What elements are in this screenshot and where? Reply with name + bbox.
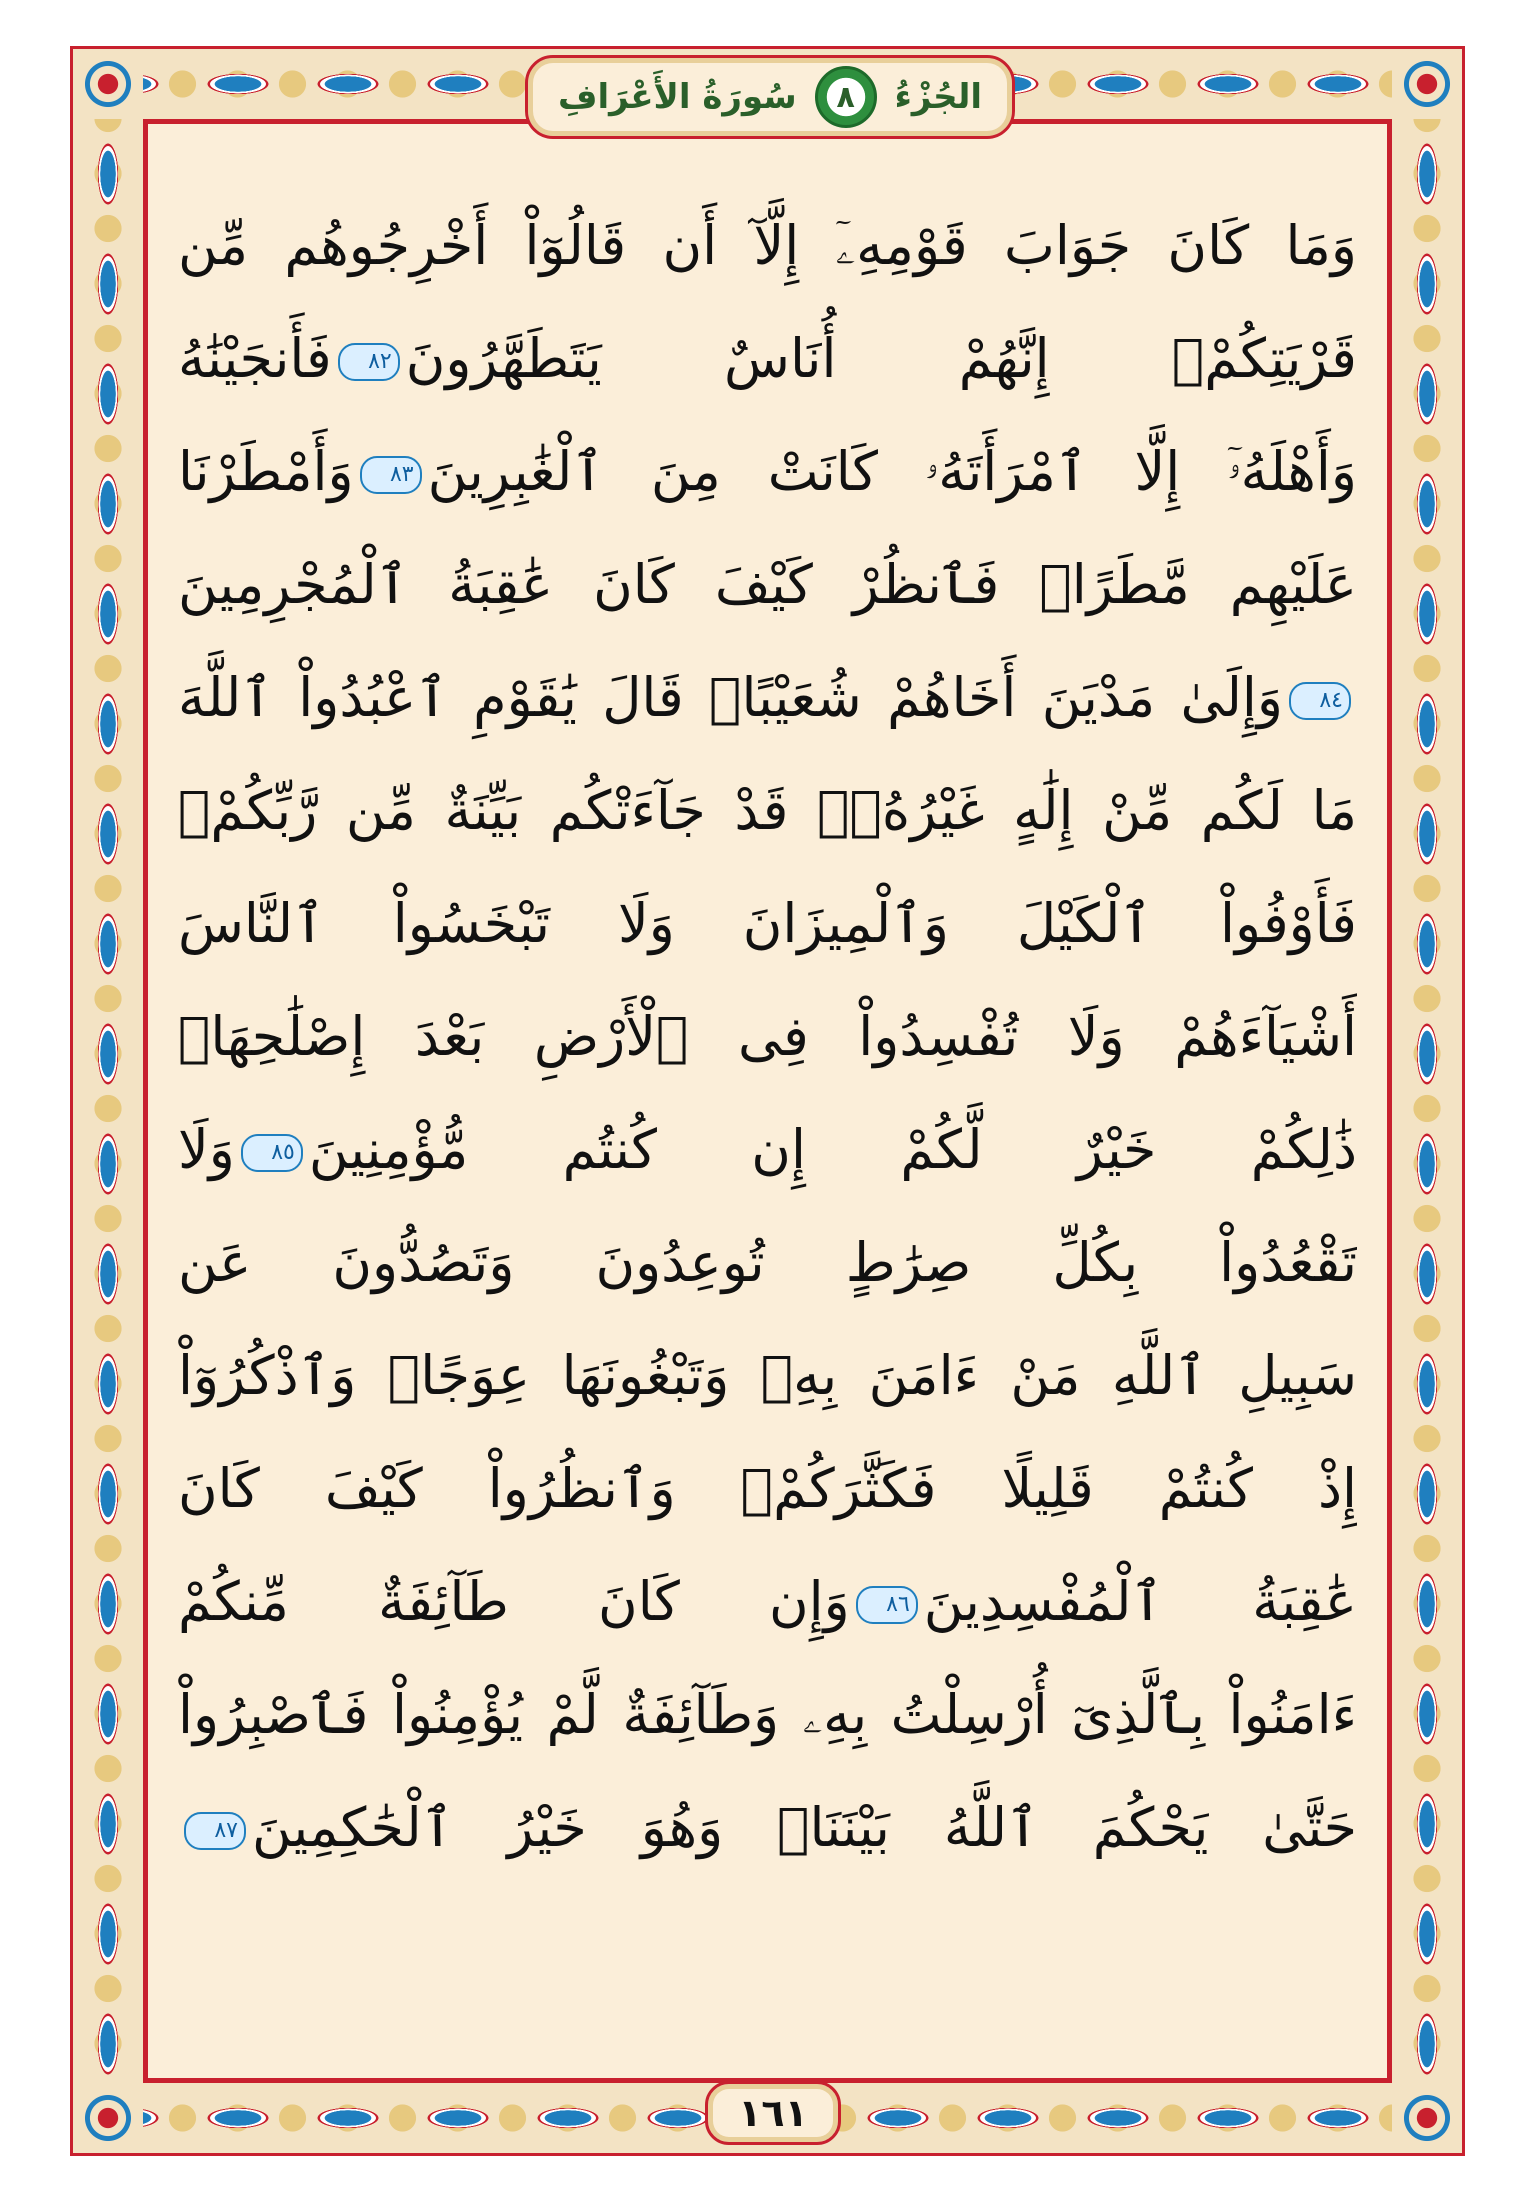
verse-text: فَأَوْفُواْ ٱلْكَيْلَ وَٱلْمِيزَانَ وَلَا تَبْخَسُواْ ٱلنَّاسَ [178, 892, 1357, 955]
juz-label: الجُزْءُ [894, 77, 982, 117]
corner-rosette-icon [1392, 49, 1462, 119]
ornament-border-right [1389, 119, 1462, 2083]
corner-rosette-icon [73, 49, 143, 119]
ayah-number-marker: ٨٤ [1289, 682, 1351, 720]
verse-text: ءَامَنُواْ بِٱلَّذِىٓ أُرْسِلْتُ بِهِۦ وَطَآئِفَةٌ لَّمْ يُؤْمِنُواْ فَٱصْبِرُواْ [178, 1682, 1357, 1746]
verse-text-continued: وَإِلَىٰ مَدْيَنَ أَخَاهُمْ شُعَيْبًاۗ قَالَ يَٰقَوْمِ ٱعْبُدُواْ ٱللَّهَ [178, 666, 1283, 729]
text-line [178, 1093, 1357, 1206]
line-text [178, 779, 1357, 842]
mushaf-page [70, 46, 1465, 2156]
text-line [178, 1206, 1357, 1319]
corner-rosette-icon [1392, 2083, 1462, 2153]
line-text [178, 440, 1357, 504]
line-text [178, 1005, 1357, 1068]
verse-text-continued: وَأَمْطَرْنَا [178, 439, 354, 503]
verse-text: وَأَهْلَهُۥٓ إِلَّا ٱمْرَأَتَهُۥ كَانَتْ مِنَ ٱلْغَٰبِرِينَ [427, 439, 1357, 503]
quran-text [178, 189, 1357, 1884]
verse-text: حَتَّىٰ يَحْكُمَ ٱللَّهُ بَيْنَنَاۚ وَهُوَ خَيْرُ ٱلْحَٰكِمِينَ [252, 1796, 1357, 1859]
text-line [178, 641, 1357, 754]
text-line [178, 1545, 1357, 1658]
text-line [178, 1658, 1357, 1771]
surah-name: سُورَةُ الأَعْرَافِ [558, 77, 797, 117]
verse-text-continued: وَلَا [178, 1118, 235, 1181]
text-line [178, 1432, 1357, 1545]
line-text [178, 327, 1357, 390]
page-number: ١٦١ [738, 2091, 808, 2135]
line-text [178, 1570, 1357, 1633]
page-number-badge [705, 2081, 841, 2145]
ayah-number-marker: ٨٢ [338, 343, 400, 381]
line-text [178, 1796, 1357, 1859]
line-text [178, 666, 1357, 729]
verse-text: ذَٰلِكُمْ خَيْرٌ لَّكُمْ إِن كُنتُم مُّؤْمِنِينَ [308, 1118, 1357, 1181]
line-text [178, 1344, 1357, 1407]
verse-text: أَشْيَآءَهُمْ وَلَا تُفْسِدُواْ فِى ٱلْأَرْضِ بَعْدَ إِصْلَٰحِهَاۚ [178, 1005, 1357, 1068]
verse-text: إِذْ كُنتُمْ قَلِيلًا فَكَثَّرَكُمْۖ وَٱنظُرُواْ كَيْفَ كَانَ [178, 1457, 1357, 1520]
line-text [178, 553, 1357, 616]
verse-text: وَمَا كَانَ جَوَابَ قَوْمِهِۦٓ إِلَّآ أَن قَالُوٓاْ أَخْرِجُوهُم مِّن [178, 213, 1357, 277]
text-line [178, 415, 1357, 528]
corner-rosette-icon [73, 2083, 143, 2153]
ayah-number-marker: ٨٧ [184, 1812, 246, 1850]
verse-text-continued: وَإِن كَانَ طَآئِفَةٌ مِّنكُمْ [178, 1570, 850, 1633]
text-line [178, 189, 1357, 302]
verse-text: تَقْعُدُواْ بِكُلِّ صِرَٰطٍ تُوعِدُونَ وَتَصُدُّونَ عَن [178, 1231, 1357, 1294]
text-line [178, 528, 1357, 641]
text-line [178, 1771, 1357, 1884]
juz-number: ٨ [836, 79, 855, 115]
ayah-number-marker: ٨٥ [241, 1134, 303, 1172]
verse-text: سَبِيلِ ٱللَّهِ مَنْ ءَامَنَ بِهِۦ وَتَبْغُونَهَا عِوَجًاۚ وَٱذْكُرُوٓاْ [178, 1344, 1357, 1407]
verse-text-continued: فَأَنجَيْنَٰهُ [178, 327, 332, 390]
line-text [178, 1231, 1357, 1294]
verse-text: قَرْيَتِكُمْۖ إِنَّهُمْ أُنَاسٌ يَتَطَهَّرُونَ [405, 327, 1357, 390]
line-text [178, 1118, 1357, 1181]
verse-text: عَٰقِبَةُ ٱلْمُفْسِدِينَ [923, 1570, 1357, 1633]
text-line [178, 754, 1357, 867]
text-line [178, 980, 1357, 1093]
text-line [178, 302, 1357, 415]
line-text [178, 892, 1357, 955]
ayah-number-marker: ٨٦ [856, 1586, 918, 1624]
text-line [178, 867, 1357, 980]
line-text [178, 214, 1357, 278]
juz-number-badge [815, 66, 877, 128]
page-header [525, 55, 1015, 139]
verse-text: عَلَيْهِم مَّطَرًاۖ فَٱنظُرْ كَيْفَ كَانَ عَٰقِبَةُ ٱلْمُجْرِمِينَ [178, 553, 1357, 616]
verse-text: مَا لَكُم مِّنْ إِلَٰهٍ غَيْرُهُۥۖ قَدْ جَآءَتْكُم بَيِّنَةٌ مِّن رَّبِّكُمْۖ [178, 779, 1357, 842]
text-line [178, 1319, 1357, 1432]
line-text [178, 1457, 1357, 1520]
line-text [178, 1683, 1357, 1747]
ornament-border-left [73, 119, 146, 2083]
ayah-number-marker: ٨٣ [360, 456, 422, 494]
